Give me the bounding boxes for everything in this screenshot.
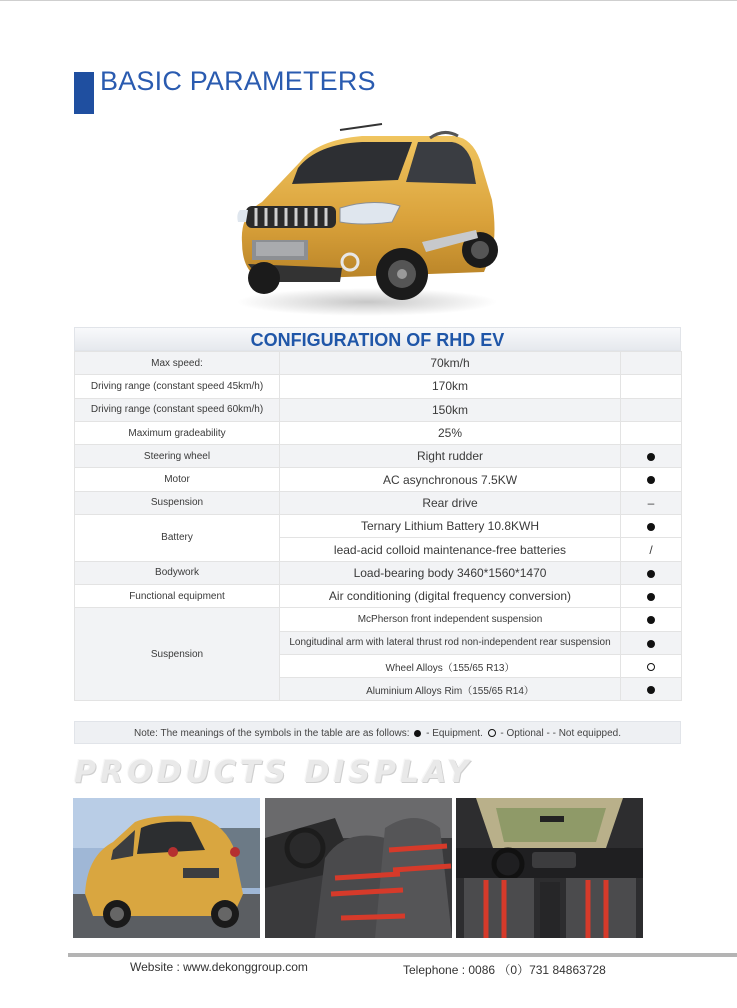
- row-symbol: [621, 584, 682, 607]
- row-label: Motor: [75, 468, 280, 491]
- row-label: Steering wheel: [75, 445, 280, 468]
- top-divider: [0, 0, 737, 1]
- row-symbol: [621, 468, 682, 491]
- row-symbol: [621, 631, 682, 654]
- table-row: [75, 445, 682, 468]
- row-value: Ternary Lithium Battery 10.8KWH: [280, 515, 621, 538]
- table-row: [75, 375, 682, 398]
- row-value: 25%: [280, 421, 621, 444]
- row-label: Suspension: [75, 608, 280, 701]
- row-value: McPherson front independent suspension: [280, 608, 621, 631]
- row-symbol: [621, 515, 682, 538]
- row-label: Suspension: [75, 491, 280, 514]
- row-label: Max speed:: [75, 352, 280, 375]
- table-row: [75, 421, 682, 444]
- note-equipment: - Equipment.: [423, 728, 483, 739]
- note-prefix: Note: The meanings of the symbols in the table are as follows:: [134, 728, 410, 739]
- row-value: Load-bearing body 3460*1560*1470: [280, 561, 621, 584]
- row-symbol: [621, 398, 682, 421]
- products-display-title: PRODUCTS DISPLAY: [74, 755, 473, 790]
- row-symbol: [621, 375, 682, 398]
- equipment-dot-icon: [647, 616, 655, 624]
- row-label: Bodywork: [75, 561, 280, 584]
- footer-divider: [68, 953, 737, 957]
- row-value: Rear drive: [280, 491, 621, 514]
- row-symbol: [621, 561, 682, 584]
- row-symbol: /: [621, 538, 682, 561]
- table-row: [75, 468, 682, 491]
- footer-website: Website : www.dekonggroup.com: [130, 960, 308, 974]
- symbol-note: [74, 721, 681, 744]
- row-label: Functional equipment: [75, 584, 280, 607]
- product-photo-front-seats: [265, 798, 452, 938]
- row-symbol: [621, 654, 682, 677]
- row-label: Driving range (constant speed 45km/h): [75, 375, 280, 398]
- config-table: [74, 351, 682, 701]
- row-symbol: [621, 678, 682, 701]
- table-row: [75, 491, 682, 514]
- row-symbol: [621, 608, 682, 631]
- product-photo-dashboard: [456, 798, 643, 938]
- row-label: Driving range (constant speed 60km/h): [75, 398, 280, 421]
- row-value: Air conditioning (digital frequency conversion): [280, 584, 621, 607]
- table-row: [75, 515, 682, 538]
- row-value: 70km/h: [280, 352, 621, 375]
- table-row: [75, 608, 682, 631]
- row-value: Aluminium Alloys Rim（155/65 R14）: [280, 678, 621, 701]
- equipment-dot-icon: [647, 593, 655, 601]
- row-symbol: [621, 352, 682, 375]
- config-title: CONFIGURATION OF RHD EV: [74, 327, 681, 351]
- equipment-dot-icon: [647, 640, 655, 648]
- page-title: BASIC PARAMETERS: [100, 66, 376, 96]
- header-accent-bar: [74, 72, 94, 114]
- row-value: Wheel Alloys（155/65 R13）: [280, 654, 621, 677]
- product-photo-exterior: [73, 798, 260, 938]
- row-value: Longitudinal arm with lateral thrust rod non-independent rear suspension: [280, 631, 621, 654]
- equipment-dot-icon: [647, 686, 655, 694]
- row-symbol: –: [621, 491, 682, 514]
- equipment-dot-icon: [647, 570, 655, 578]
- optional-circle-icon: [647, 663, 655, 671]
- row-value: 150km: [280, 398, 621, 421]
- row-label: Maximum gradeability: [75, 421, 280, 444]
- note-optional: - Optional - - Not equipped.: [497, 728, 621, 739]
- hero-car-image: [222, 122, 500, 318]
- row-value: Right rudder: [280, 445, 621, 468]
- row-symbol: [621, 445, 682, 468]
- equipment-dot-icon: [647, 523, 655, 531]
- equipment-dot-icon: [647, 476, 655, 484]
- equipment-dot-icon: [647, 453, 655, 461]
- footer-telephone: Telephone : 0086 （0）731 84863728: [403, 963, 606, 977]
- table-row: [75, 352, 682, 375]
- optional-circle-icon: [488, 729, 496, 737]
- row-value: AC asynchronous 7.5KW: [280, 468, 621, 491]
- row-symbol: [621, 421, 682, 444]
- table-row: [75, 398, 682, 421]
- table-row: [75, 584, 682, 607]
- table-row: [75, 561, 682, 584]
- equipment-dot-icon: [414, 730, 421, 737]
- row-value: lead-acid colloid maintenance-free batteries: [280, 538, 621, 561]
- row-value: 170km: [280, 375, 621, 398]
- row-label: Battery: [75, 515, 280, 562]
